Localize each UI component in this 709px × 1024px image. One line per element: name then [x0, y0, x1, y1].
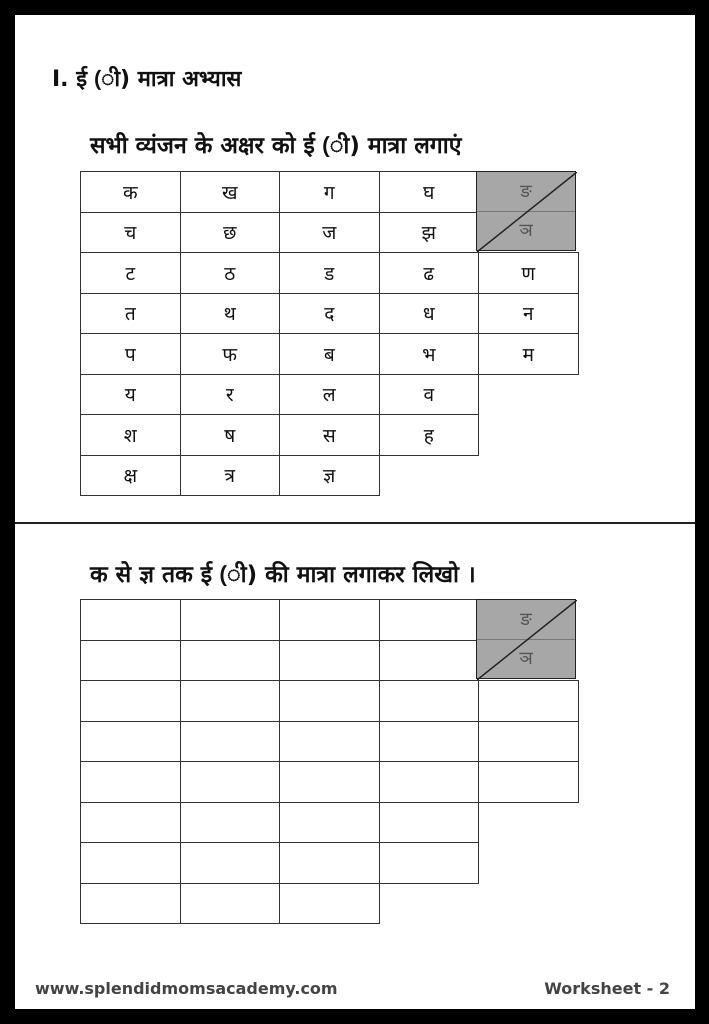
consonant-cell: प — [80, 333, 181, 375]
consonant-cell: ष — [180, 414, 281, 456]
consonant-cell: ह — [379, 414, 480, 456]
instruction-1: सभी व्यंजन के अक्षर को ई (ी) मात्रा लगाएं — [90, 133, 462, 159]
writing-cell[interactable] — [379, 802, 480, 844]
consonant-cell: त्र — [180, 455, 281, 497]
writing-cell[interactable] — [180, 842, 281, 884]
consonant-cell: ढ — [379, 252, 480, 294]
grey-box-1 — [476, 171, 576, 251]
writing-cell[interactable] — [180, 640, 281, 682]
consonant-cell: र — [180, 374, 281, 416]
writing-cell[interactable] — [80, 640, 181, 682]
worksheet-title: I. ई (ी) मात्रा अभ्यास — [52, 67, 242, 92]
consonant-cell: च — [80, 212, 181, 254]
writing-cell[interactable] — [478, 721, 579, 763]
consonant-cell: ण — [478, 252, 579, 294]
writing-cell[interactable] — [478, 680, 579, 722]
writing-cell[interactable] — [80, 761, 181, 803]
writing-cell[interactable] — [80, 842, 181, 884]
writing-cell[interactable] — [180, 883, 281, 925]
writing-cell[interactable] — [80, 883, 181, 925]
worksheet-page — [15, 15, 695, 1009]
consonant-cell: ठ — [180, 252, 281, 294]
consonant-cell: घ — [379, 171, 480, 213]
consonant-cell: ल — [279, 374, 380, 416]
footer-worksheet-label: Worksheet - 2 — [544, 979, 670, 998]
writing-cell[interactable] — [180, 761, 281, 803]
writing-cell[interactable] — [279, 842, 380, 884]
consonant-cell: ब — [279, 333, 380, 375]
consonant-cell: फ — [180, 333, 281, 375]
consonant-cell: म — [478, 333, 579, 375]
writing-cell[interactable] — [379, 721, 480, 763]
consonant-cell: व — [379, 374, 480, 416]
consonant-cell: ट — [80, 252, 181, 294]
writing-cell[interactable] — [279, 599, 380, 641]
writing-cell[interactable] — [279, 761, 380, 803]
consonant-cell: झ — [379, 212, 480, 254]
consonant-cell: स — [279, 414, 380, 456]
writing-cell[interactable] — [279, 802, 380, 844]
consonant-cell: थ — [180, 293, 281, 335]
writing-cell[interactable] — [180, 599, 281, 641]
grey-box-2-bottom-letter: ञ — [519, 648, 533, 669]
consonant-cell: भ — [379, 333, 480, 375]
writing-cell[interactable] — [379, 640, 480, 682]
writing-cell[interactable] — [379, 599, 480, 641]
writing-cell[interactable] — [379, 761, 480, 803]
section-divider — [15, 522, 695, 524]
consonant-cell: त — [80, 293, 181, 335]
consonant-cell: क्ष — [80, 455, 181, 497]
writing-cell[interactable] — [80, 721, 181, 763]
consonant-cell: क — [80, 171, 181, 213]
consonant-cell: ख — [180, 171, 281, 213]
instruction-2: क से ज्ञ तक ई (ी) की मात्रा लगाकर लिखो । — [90, 562, 476, 588]
footer-website[interactable]: www.splendidmomsacademy.com — [35, 979, 338, 998]
grey-box-2-top-letter: ङ — [520, 609, 532, 630]
writing-cell[interactable] — [279, 721, 380, 763]
writing-cell[interactable] — [80, 599, 181, 641]
consonant-cell: ग — [279, 171, 380, 213]
writing-cell[interactable] — [379, 842, 480, 884]
consonant-cell: ज्ञ — [279, 455, 380, 497]
writing-cell[interactable] — [279, 640, 380, 682]
consonant-cell: ध — [379, 293, 480, 335]
grey-box-1-bottom-letter: ञ — [519, 220, 533, 241]
consonant-cell: श — [80, 414, 181, 456]
consonant-cell: ज — [279, 212, 380, 254]
writing-cell[interactable] — [379, 680, 480, 722]
consonant-cell: न — [478, 293, 579, 335]
consonant-cell: द — [279, 293, 380, 335]
consonant-cell: य — [80, 374, 181, 416]
writing-cell[interactable] — [180, 680, 281, 722]
grey-box-2 — [476, 599, 576, 679]
consonant-cell: ड — [279, 252, 380, 294]
consonant-cell: छ — [180, 212, 281, 254]
writing-cell[interactable] — [80, 802, 181, 844]
writing-cell[interactable] — [180, 802, 281, 844]
writing-cell[interactable] — [180, 721, 281, 763]
writing-cell[interactable] — [80, 680, 181, 722]
grey-box-1-top-letter: ङ — [520, 181, 532, 202]
writing-cell[interactable] — [478, 761, 579, 803]
writing-cell[interactable] — [279, 680, 380, 722]
writing-cell[interactable] — [279, 883, 380, 925]
